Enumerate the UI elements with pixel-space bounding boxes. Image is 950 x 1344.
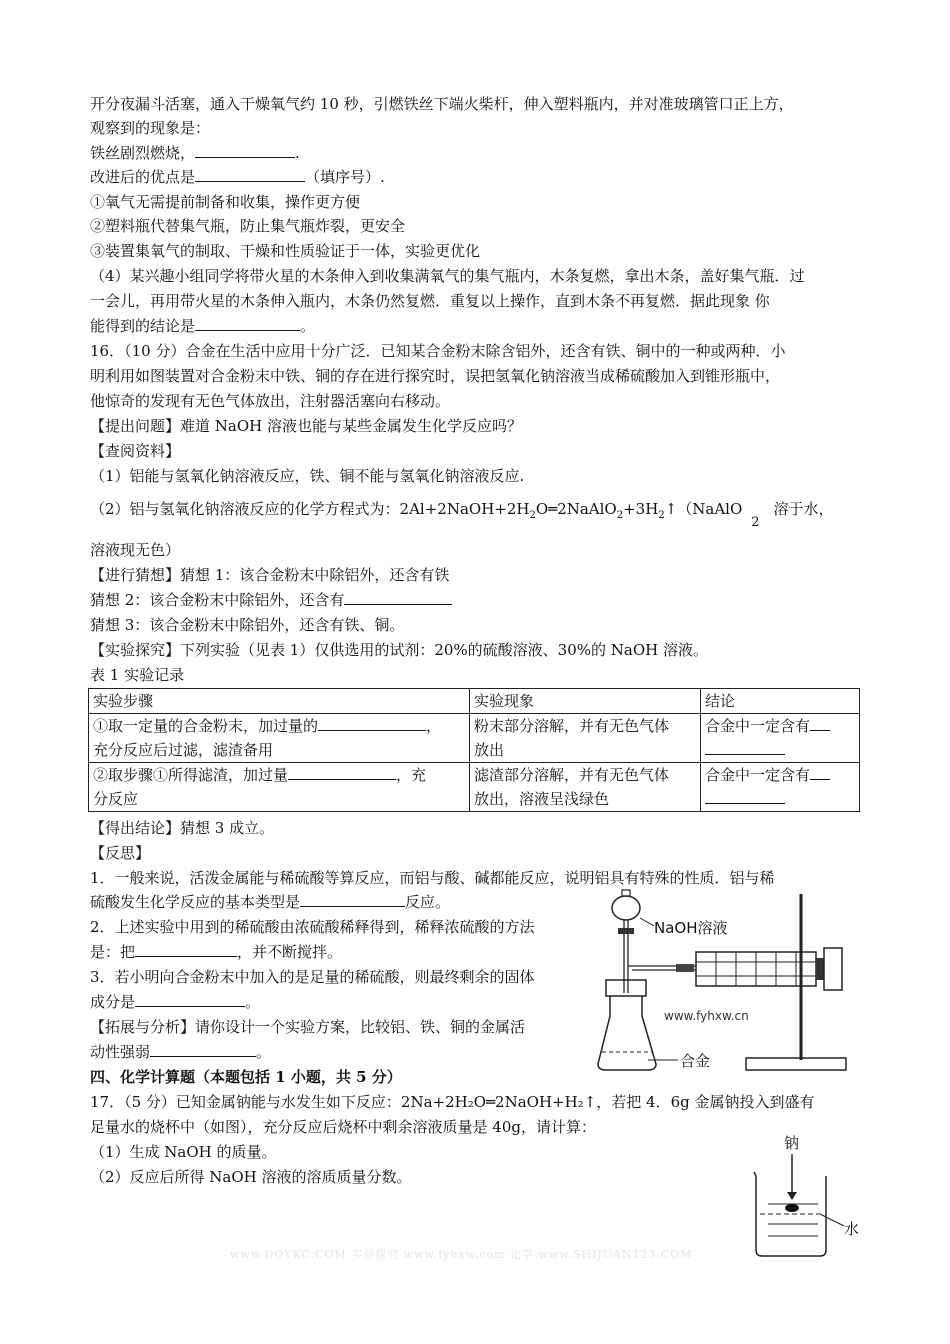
text-line: ③装置集氧气的制取、干燥和性质验证于一体，实验更优化 — [90, 242, 481, 260]
naoh-label: NaOH溶液 — [654, 919, 728, 937]
text-segment: （填序号）. — [305, 168, 385, 186]
text-segment: 是：把 — [90, 943, 136, 961]
text-line — [90, 588, 452, 612]
answer-blank[interactable] — [318, 715, 426, 731]
table-header: 实验现象 — [470, 689, 701, 714]
text-line: 【拓展与分析】请你设计一个实验方案，比较铝、铁、铜的金属活 — [90, 1018, 526, 1036]
text-line — [90, 940, 342, 964]
text-line: 【提出问题】难道 NaOH 溶液也能与某些金属发生化学反应吗？ — [90, 417, 522, 435]
text-line: 【反思】 — [90, 844, 151, 862]
experiment-table — [88, 688, 860, 812]
answer-blank[interactable] — [810, 764, 830, 780]
text-line: 1．一般来说，活泼金属能与稀硫酸等算反应，而铝与酸、碱都能反应，说明铝具有特殊的性质．铝与稀 — [90, 869, 775, 887]
text-line — [90, 890, 450, 914]
text-line: 溶液现无色） — [90, 541, 181, 559]
table-cell: ②取步骤①所得滤渣，加过量 ，充 分反应 — [89, 763, 470, 812]
answer-blank[interactable] — [705, 788, 785, 804]
text-line: （4）某兴趣小组同学将带火星的木条伸入到收集满氧气的集气瓶内，木条复燃，拿出木条，盖好集气瓶．过 — [90, 267, 805, 285]
text-line: 17．（5 分）已知金属钠能与水发生如下反应：2Na+2H₂O═2NaOH+H₂↑，若把 4．6g 金属钠投入到盛有 — [90, 1093, 815, 1111]
answer-blank[interactable] — [195, 142, 295, 158]
answer-blank[interactable] — [135, 991, 245, 1007]
table-header: 实验步骤 — [89, 689, 470, 714]
answer-blank[interactable] — [300, 891, 405, 907]
text-line — [90, 1040, 271, 1064]
answer-blank[interactable] — [195, 315, 300, 331]
text-line — [90, 314, 315, 338]
text-segment: ，并不断搅拌。 — [237, 943, 343, 961]
text-line — [90, 497, 834, 530]
equation: $2Al+2NaOH+2H_2O═2NaAlO_2+3H_2↑(NaAlO$ — [399, 500, 743, 521]
text-line: （1）铝能与氢氧化钠溶液反应，铁、铜不能与氢氧化钠溶液反应. — [90, 467, 525, 485]
text-segment: （2）铝与氢氧化钠溶液反应的化学方程式为： — [90, 500, 400, 518]
table-cell: 滤渣部分溶解，并有无色气体 放出，溶液呈浅绿色 — [470, 763, 701, 812]
text-line: ①氧气无需提前制备和收集，操作更方便 — [90, 193, 361, 211]
sodium-label: 钠 — [784, 1134, 800, 1152]
answer-blank[interactable] — [135, 941, 237, 957]
text-line: 【进行猜想】猜想 1：该合金粉末中除铝外，还含有铁 — [90, 566, 450, 584]
text-line: 【查阅资料】 — [90, 442, 181, 460]
text-line: 猜想 3：该合金粉末中除铝外，还含有铁、铜。 — [90, 616, 405, 634]
table-header: 结论 — [701, 689, 860, 714]
text-segment: 。 — [300, 317, 316, 335]
answer-blank[interactable] — [810, 715, 830, 731]
text-line: （2）反应后所得 NaOH 溶液的溶质质量分数。 — [90, 1168, 412, 1186]
answer-blank[interactable] — [288, 764, 396, 780]
section-heading: 四、化学计算题（本题包括 1 小题，共 5 分） — [90, 1068, 402, 1086]
water-label: 水 — [844, 1220, 860, 1238]
text-segment: 铁丝剧烈燃烧， — [90, 144, 196, 162]
alloy-label: 合金 — [680, 1052, 711, 1070]
text-line: 16．（10 分）合金在生活中应用十分广泛．已知某合金粉末除含铝外，还含有铁、铜中的一种或两种．小 — [90, 342, 786, 360]
answer-blank[interactable] — [344, 589, 452, 605]
text-line: 【实验探究】下列实验（见表 1）仅供选用的试剂：20%的硫酸溶液、30%的 NaOH 溶液。 — [90, 641, 708, 659]
text-line: 足量水的烧杯中（如图），充分反应后烧杯中剩余溶液质量是 40g，请计算： — [90, 1118, 596, 1136]
text-line: 2．上述实验中用到的稀硫酸由浓硫酸稀释得到，稀释浓硫酸的方法 — [90, 918, 535, 936]
table-cell: 粉末部分溶解，并有无色气体 放出 — [470, 714, 701, 763]
website-label: www.fyhxw.cn — [664, 1009, 749, 1023]
text-line: （1）生成 NaOH 的质量。 — [90, 1143, 277, 1161]
table-cell: 合金中一定含有 — [701, 714, 860, 763]
text-segment: 反应。 — [405, 893, 451, 911]
text-segment: 。 — [245, 993, 261, 1011]
text-line: 开分夜漏斗活塞，通入干燥氧气约 10 秒，引燃铁丝下端火柴杆，伸入塑料瓶内，并对准玻璃管口正上方， — [90, 95, 794, 113]
table-header-row — [89, 689, 860, 714]
table-cell: 合金中一定含有 — [701, 763, 860, 812]
text-line: 一会儿，再用带火星的木条伸入瓶内，木条仍然复燃．重复以上操作，直到木条不再复燃．据此现象 你 — [90, 292, 770, 310]
answer-blank[interactable] — [195, 166, 305, 182]
text-line: 明利用如图装置对合金粉末中铁、铜的存在进行探究时，误把氢氧化钠溶液当成稀硫酸加入到锥形瓶中， — [90, 367, 781, 385]
text-line — [90, 141, 300, 165]
watermark: www.DQYKC.COM 实验探究 www.fyhxw.com 化学 www.SHIJUAN123.COM — [230, 1248, 693, 1261]
table-row — [89, 714, 860, 763]
text-line: ②塑料瓶代替集气瓶，防止集气瓶炸裂，更安全 — [90, 217, 406, 235]
text-line — [90, 165, 385, 189]
text-line — [90, 990, 260, 1014]
text-segment: 能得到的结论是 — [90, 317, 196, 335]
answer-blank[interactable] — [150, 1041, 256, 1057]
text-segment: 。 — [256, 1043, 272, 1061]
text-segment: 动性强弱 — [90, 1043, 151, 1061]
beaker-figure — [740, 1132, 870, 1262]
text-segment: 溶于水， — [773, 500, 834, 518]
text-line: 表 1 实验记录 — [90, 666, 185, 684]
table-cell: ①取一定量的合金粉末，加过量的 ， 充分反应后过滤，滤渣备用 — [89, 714, 470, 763]
text-line: 【得出结论】猜想 3 成立。 — [90, 819, 275, 837]
text-segment: . — [295, 144, 300, 162]
apparatus-figure — [596, 888, 856, 1078]
text-segment: 改进后的优点是 — [90, 168, 196, 186]
text-line: 他惊奇的发现有无色气体放出，注射器活塞向右移动。 — [90, 392, 451, 410]
text-segment: 硫酸发生化学反应的基本类型是 — [90, 893, 301, 911]
text-line: 3．若小明向合金粉末中加入的是足量的稀硫酸，则最终剩余的固体 — [90, 968, 535, 986]
text-segment: 成分是 — [90, 993, 136, 1011]
subscript: 2 — [751, 515, 760, 530]
text-line: 观察到的现象是： — [90, 119, 211, 137]
answer-blank[interactable] — [705, 739, 785, 755]
text-segment: 猜想 2：该合金粉末中除铝外，还含有 — [90, 591, 345, 609]
table-row — [89, 763, 860, 812]
